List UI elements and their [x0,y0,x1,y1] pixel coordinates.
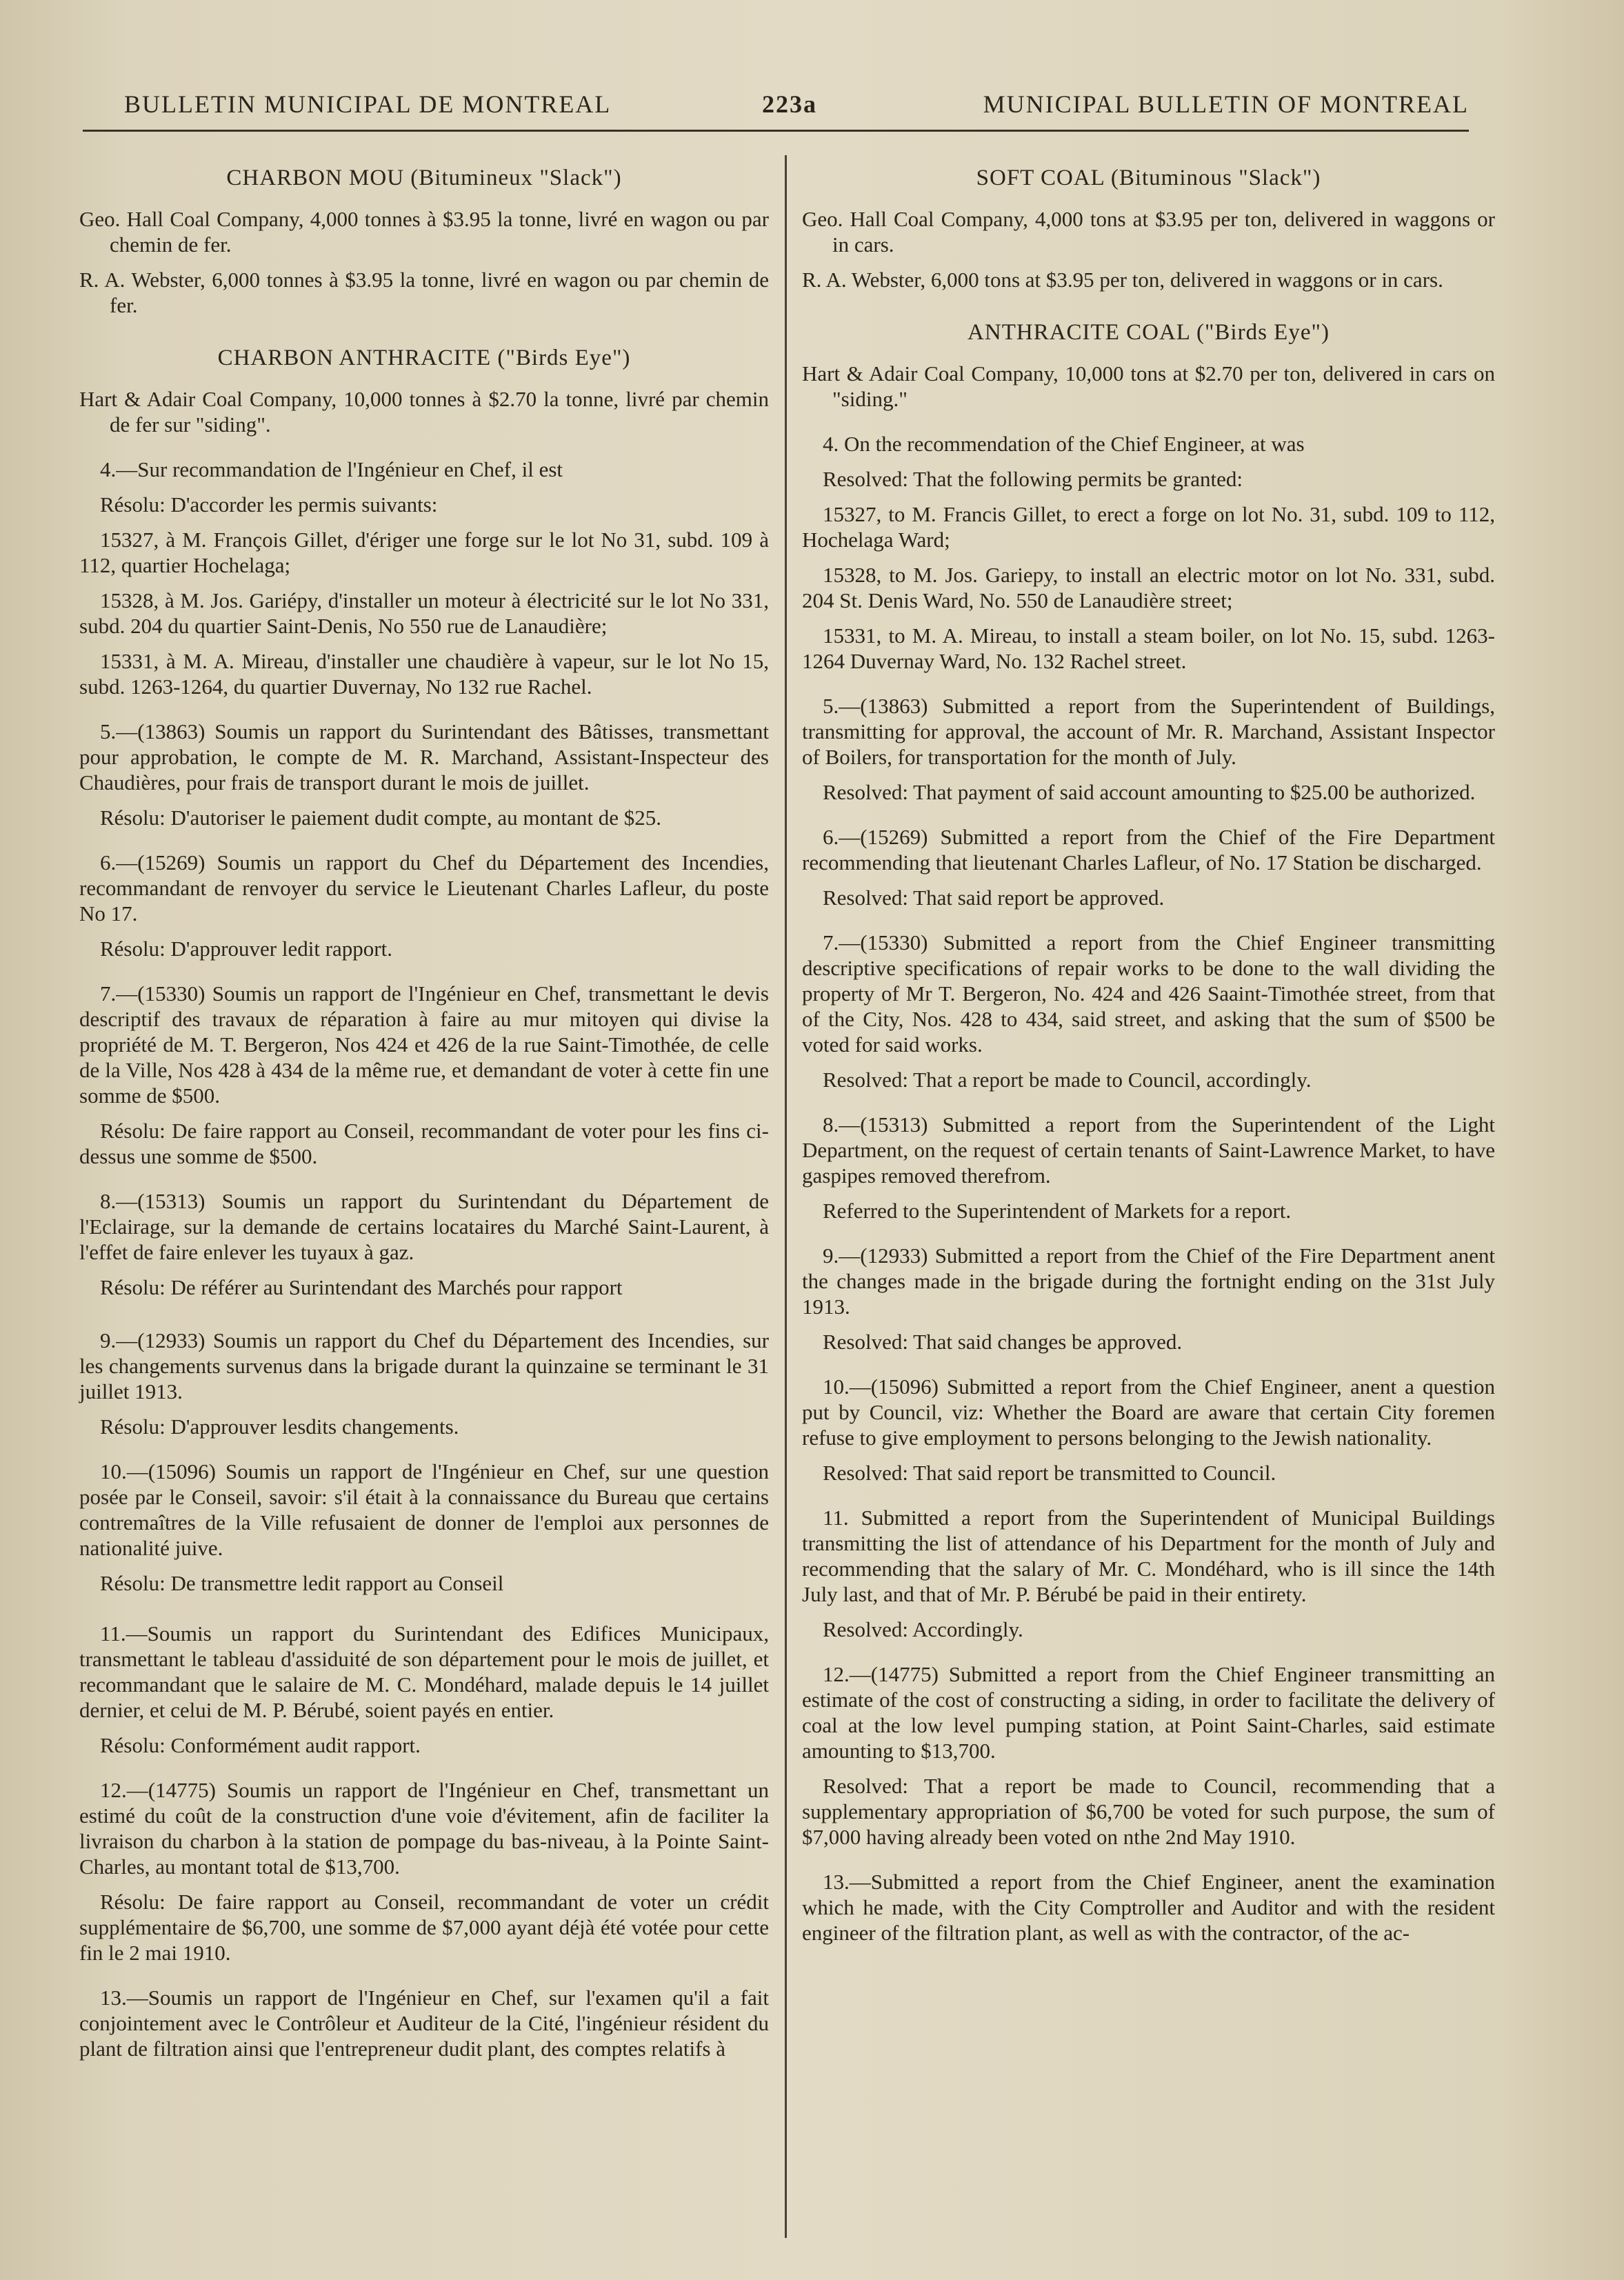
item-12-fr: 12.—(14775) Soumis un rapport de l'Ingénieur en Chef, transmettant un estimé du coût de la construction d'une voie d'évitement, afin de faciliter la livraison du charbon à la station de pompage du bas-niveau, à la Pointe Saint-Charles, au montant total de $13,700. [79,1778,769,1879]
item-7-fr: 7.—(15330) Soumis un rapport de l'Ingénieur en Chef, transmettant le devis descriptif des travaux de réparation à faire au mur mitoyen qui divise la propriété de M. T. Bergeron, Nos 424 et 426 de la rue Saint-Timothée, de celle de la Ville, Nos 428 à 434 de la même rue, et demandant de voter à cette fin une somme de $500. [79,981,769,1108]
permit-15328-en: 15328, to M. Jos. Gariepy, to install an electric motor on lot No. 331, subd. 204 St. Denis Ward, No. 550 de Lanaudière street; [802,563,1495,612]
header-rule [83,130,1469,132]
item-7-resolution-en: Resolved: That a report be made to Council, accordingly. [823,1068,1312,1092]
item-8-fr: 8.—(15313) Soumis un rapport du Surintendant du Département de l'Eclairage, sur la demande de certains locataires du Marché Saint-Laurent, à l'effet de faire enlever les tuyaux à gaz. [79,1189,769,1264]
tender-hart-adair-en: Hart & Adair Coal Company, 10,000 tons at $2.70 per ton, delivered in cars on "siding." [802,361,1495,411]
permit-15327-en: 15327, to M. Francis Gillet, to erect a forge on lot No. 31, subd. 109 to 112, Hochelaga Ward; [802,502,1495,552]
item-8-resolution-fr: Résolu: De référer au Surintendant des Marchés pour rapport [100,1275,623,1299]
item-11-resolution-fr: Résolu: Conformément audit rapport. [100,1733,421,1757]
item-9-en: 9.—(12933) Submitted a report from the Chief of the Fire Department anent the changes made in the brigade during the fortnight ending on the 31st July 1913. [802,1243,1495,1319]
item-9-fr: 9.—(12933) Soumis un rapport du Chef du Département des Incendies, sur les changements survenus dans la brigade durant la quinzaine se terminant le 31 juillet 1913. [79,1328,769,1403]
item-11-fr: 11.—Soumis un rapport du Surintendant des Edifices Municipaux, transmettant le tableau d'assiduité de son département pour le mois de juillet, et recommandant que le salaire de M. C. Mondéhard, malade depuis le 14 juillet dernier, et celui de M. P. Bérubé, soient payés en entier. [79,1621,769,1722]
item-4-resolution-en: Resolved: That the following permits be granted: [823,467,1243,491]
french-column [79,166,769,2071]
item-4-resolution-fr: Résolu: D'accorder les permis suivants: [100,492,438,517]
column-divider [785,155,787,2238]
item-9-resolution-en: Resolved: That said changes be approved. [823,1330,1183,1354]
english-column [802,166,1495,1955]
item-10-resolution-en: Resolved: That said report be transmitted to Council. [823,1461,1276,1485]
page-number: 223a [762,90,817,118]
tender-webster-en: R. A. Webster, 6,000 tons at $3.95 per ton, delivered in waggons or in cars. [802,268,1443,292]
item-12-resolution-fr: Résolu: De faire rapport au Conseil, recommandant de voter un crédit supplémentaire de $6,700, une somme de $7,000 ayant déjà été votée pour cette fin le 2 mai 1910. [79,1890,769,1965]
item-11-resolution-en: Resolved: Accordingly. [823,1617,1023,1641]
item-10-resolution-fr: Résolu: De transmettre ledit rapport au Conseil [100,1571,504,1595]
item-4-en: 4. On the recommendation of the Chief Engineer, at was [823,432,1305,456]
permit-15331-en: 15331, to M. A. Mireau, to install a steam boiler, on lot No. 15, subd. 1263-1264 Duvernay Ward, No. 132 Rachel street. [802,623,1495,673]
item-5-fr: 5.—(13863) Soumis un rapport du Surintendant des Bâtisses, transmettant pour approbation, le compte de M. R. Marchand, Assistant-Inspecteur des Chaudières, pour frais de transport durant le mois de juillet. [79,719,769,794]
header-english-title: MUNICIPAL BULLETIN OF MONTREAL [983,90,1469,118]
header-french-title: BULLETIN MUNICIPAL DE MONTREAL [124,90,612,118]
item-6-en: 6.—(15269) Submitted a report from the Chief of the Fire Department recommending that lieutenant Charles Lafleur, of No. 17 Station be discharged. [802,825,1495,874]
item-5-resolution-fr: Résolu: D'autoriser le paiement dudit compte, au montant de $25. [100,806,661,830]
item-9-resolution-fr: Résolu: D'approuver lesdits changements. [100,1414,459,1439]
heading-soft-coal-en: SOFT COAL (Bituminous "Slack") [976,166,1321,190]
permit-15331-fr: 15331, à M. A. Mireau, d'installer une chaudière à vapeur, sur le lot No 15, subd. 1263-1264, du quartier Duvernay, No 132 rue Rachel. [79,649,769,699]
heading-soft-coal-fr: CHARBON MOU (Bitumineux "Slack") [226,166,622,190]
item-10-en: 10.—(15096) Submitted a report from the Chief Engineer, anent a question put by Council, viz: Whether the Board are aware that certain City foremen refuse to give employment to persons belonging to the Jewish nationality. [802,1374,1495,1450]
tender-webster-fr: R. A. Webster, 6,000 tonnes à $3.95 la tonne, livré en wagon ou par chemin de fer. [79,268,769,317]
page-header [124,90,1469,131]
item-10-fr: 10.—(15096) Soumis un rapport de l'Ingénieur en Chef, sur une question posée par le Conseil, savoir: s'il était à la connaissance du Bureau que certains contremaîtres de la Ville refusaient de donner de l'emploi aux personnes de nationalité juive. [79,1459,769,1560]
item-8-resolution-en: Referred to the Superintendent of Markets for a report. [823,1199,1292,1223]
item-12-resolution-en: Resolved: That a report be made to Council, recommending that a supplementary appropriation of $6,700 be voted for such purpose, the sum of $7,000 having already been voted on nthe 2nd May 1910. [802,1774,1495,1849]
heading-anthracite-en: ANTHRACITE COAL ("Birds Eye") [968,320,1330,345]
permit-15327-fr: 15327, à M. François Gillet, d'ériger une forge sur le lot No 31, subd. 109 à 112, quartier Hochelaga; [79,528,769,577]
tender-geo-hall-en: Geo. Hall Coal Company, 4,000 tons at $3.95 per ton, delivered in waggons or in cars. [802,207,1495,257]
item-5-en: 5.—(13863) Submitted a report from the Superintendent of Buildings, transmitting for approval, the account of Mr. R. Marchand, Assistant Inspector of Boilers, for transportation for the month of July. [802,694,1495,769]
item-11-en: 11. Submitted a report from the Superintendent of Municipal Buildings transmitting the list of attendance of his Department for the month of July and recommending that the salary of Mr. C. Mondéhard, who is ill since the 14th July last, and that of Mr. P. Bérubé be paid in their entirety. [802,1506,1495,1606]
item-12-en: 12.—(14775) Submitted a report from the Chief Engineer transmitting an estimate of the cost of constructing a siding, in order to facilitate the delivery of coal at the low level pumping station, at Point Saint-Charles, said estimate amounting to $13,700. [802,1662,1495,1763]
item-6-resolution-en: Resolved: That said report be approved. [823,886,1165,910]
heading-anthracite-fr: CHARBON ANTHRACITE ("Birds Eye") [217,346,631,370]
item-4-fr: 4.—Sur recommandation de l'Ingénieur en Chef, il est [100,457,563,481]
item-6-resolution-fr: Résolu: D'approuver ledit rapport. [100,937,392,961]
item-13-fr: 13.—Soumis un rapport de l'Ingénieur en Chef, sur l'examen qu'il a fait conjointement avec le Contrôleur et Auditeur de la Cité, l'ingénieur résident du plant de filtration ainsi que l'entrepreneur dudit plant, des comptes relatifs à [79,1986,769,2061]
item-5-resolution-en: Resolved: That payment of said account amounting to $25.00 be authorized. [823,780,1476,804]
item-6-fr: 6.—(15269) Soumis un rapport du Chef du Département des Incendies, recommandant de renvoyer du service le Lieutenant Charles Lafleur, du poste No 17. [79,850,769,926]
permit-15328-fr: 15328, à M. Jos. Gariépy, d'installer un moteur à électricité sur le lot No 331, subd. 204 du quartier Saint-Denis, No 550 rue de Lanaudière; [79,588,769,638]
item-7-en: 7.—(15330) Submitted a report from the Chief Engineer transmitting descriptive specifications of repair works to be done to the wall dividing the property of Mr T. Bergeron, No. 424 and 426 Saaint-Timothée street, from that of the City, Nos. 428 to 434, said street, and asking that the sum of $500 be voted for said works. [802,930,1495,1057]
tender-geo-hall-fr: Geo. Hall Coal Company, 4,000 tonnes à $3.95 la tonne, livré en wagon ou par chemin de fer. [79,207,769,257]
tender-hart-adair-fr: Hart & Adair Coal Company, 10,000 tonnes à $2.70 la tonne, livré par chemin de fer sur "siding". [79,387,769,437]
item-13-en: 13.—Submitted a report from the Chief Engineer, anent the examination which he made, with the City Comptroller and Auditor and with the resident engineer of the filtration plant, as well as with the contractor, of the ac- [802,1870,1495,1945]
item-8-en: 8.—(15313) Submitted a report from the Superintendent of the Light Department, on the request of certain tenants of Saint-Lawrence Market, to have gaspipes removed therefrom. [802,1112,1495,1188]
item-7-resolution-fr: Résolu: De faire rapport au Conseil, recommandant de voter pour les fins ci-dessus une somme de $500. [79,1119,769,1168]
